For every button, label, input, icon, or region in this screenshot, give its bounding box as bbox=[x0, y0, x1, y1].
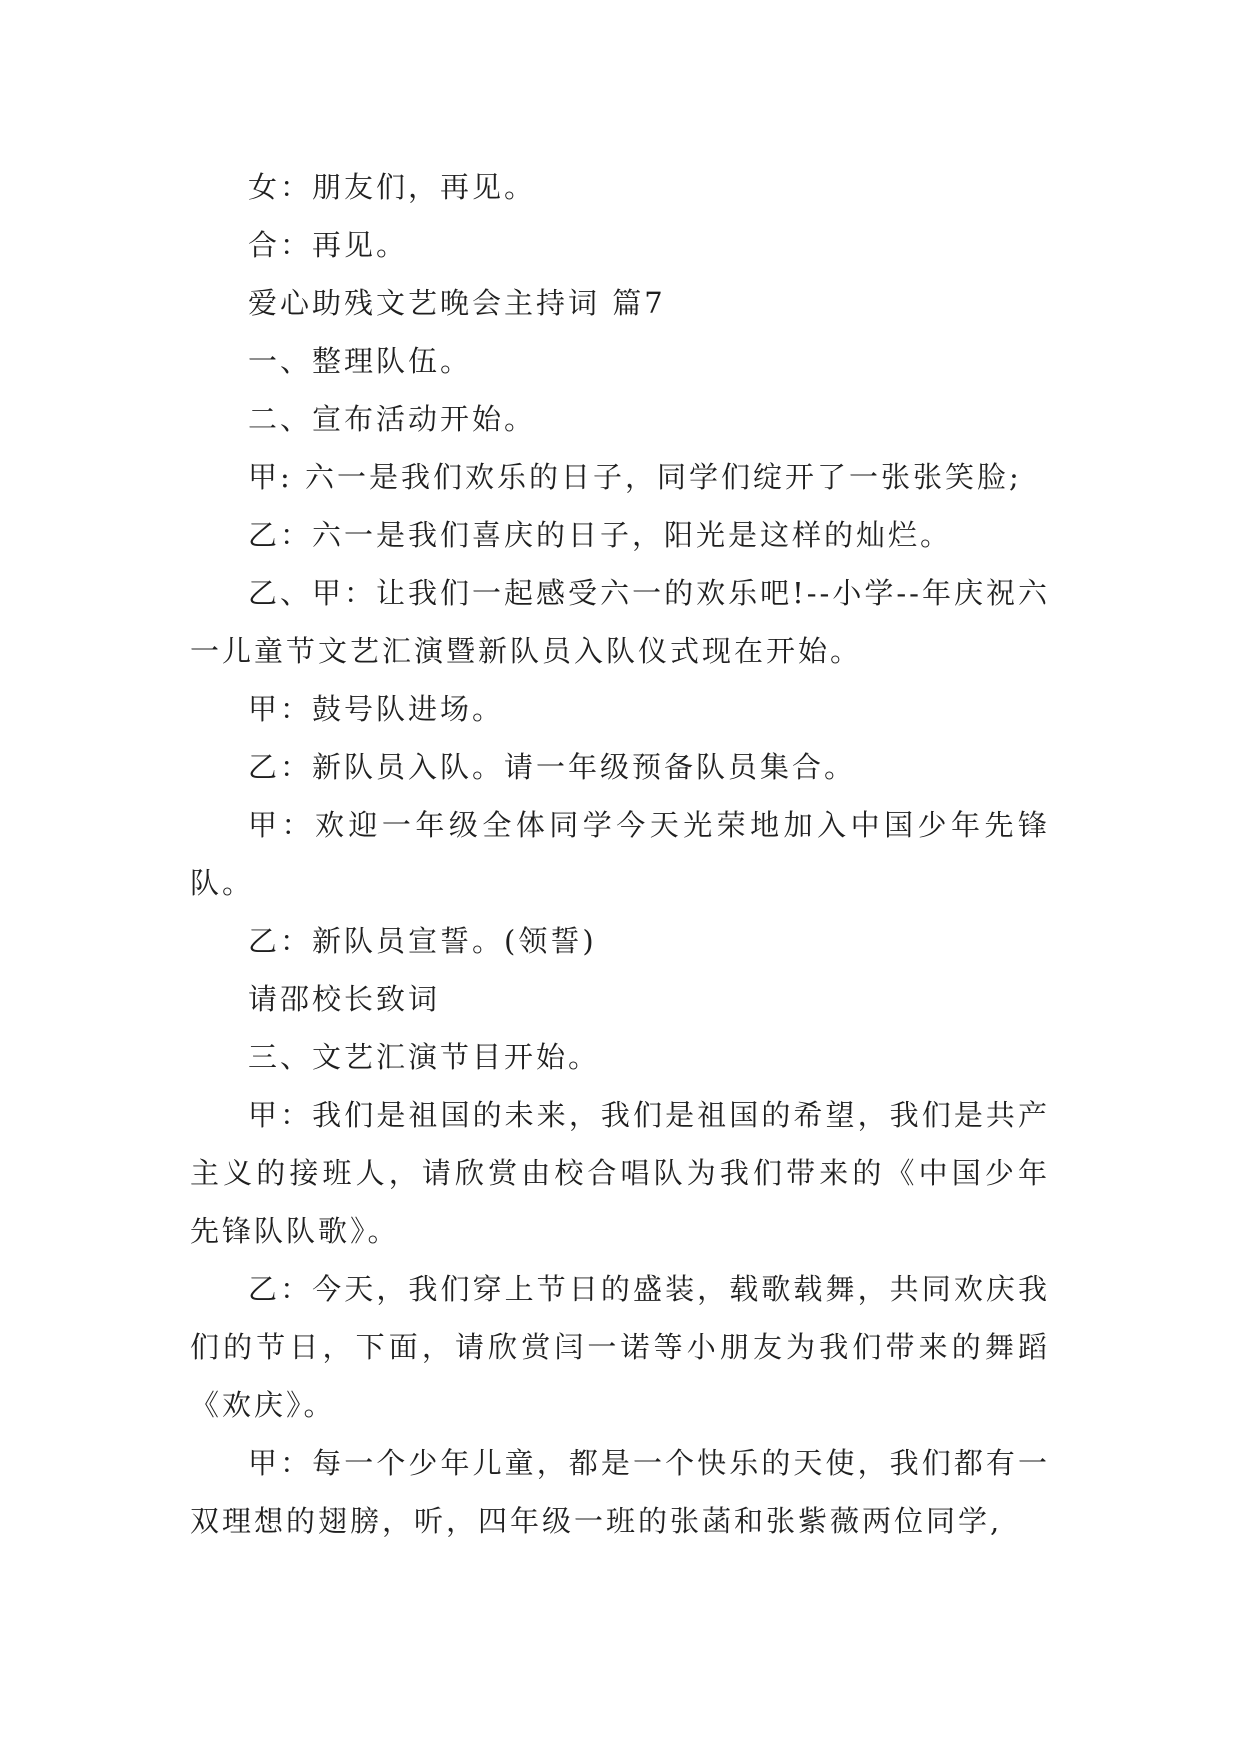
paragraph: 二、宣布活动开始。 bbox=[248, 402, 537, 436]
paragraph: 乙：新队员入队。请一年级预备队员集合。 bbox=[248, 750, 857, 784]
paragraph: 乙：六一是我们喜庆的日子，阳光是这样的灿烂。 bbox=[248, 518, 953, 552]
paragraph: 乙：新队员宣誓。(领誓) bbox=[248, 924, 597, 958]
document-body bbox=[190, 158, 1050, 1550]
paragraph: 甲: 六一是我们欢乐的日子，同学们绽开了一张张笑脸; bbox=[248, 460, 1022, 494]
paragraph: 三、文艺汇演节目开始。 bbox=[248, 1040, 601, 1074]
paragraph: 乙、甲：让我们一起感受六一的欢乐吧!--小学--年庆祝六一儿童节文艺汇演暨新队员入队仪式现在开始。 bbox=[190, 576, 1050, 668]
paragraph: 甲：我们是祖国的未来，我们是祖国的希望，我们是共产主义的接班人，请欣赏由校合唱队为我们带来的《中国少年先锋队队歌》。 bbox=[190, 1098, 1050, 1248]
paragraph: 合：再见。 bbox=[248, 228, 409, 262]
paragraph: 甲：鼓号队进场。 bbox=[248, 692, 505, 726]
paragraph: 乙：今天，我们穿上节日的盛装，载歌载舞，共同欢庆我们的节日，下面，请欣赏闫一诺等小朋友为我们带来的舞蹈《欢庆》。 bbox=[190, 1272, 1050, 1422]
paragraph: 甲：欢迎一年级全体同学今天光荣地加入中国少年先锋队。 bbox=[190, 808, 1050, 900]
paragraph: 请邵校长致词 bbox=[248, 982, 441, 1016]
paragraph: 一、整理队伍。 bbox=[248, 344, 473, 378]
section-title: 爱心助残文艺晚会主持词 篇7 bbox=[248, 286, 666, 320]
paragraph: 女：朋友们，再见。 bbox=[248, 170, 537, 204]
paragraph: 甲：每一个少年儿童，都是一个快乐的天使，我们都有一双理想的翅膀，听，四年级一班的张菡和张紫薇两位同学, bbox=[190, 1446, 1050, 1538]
